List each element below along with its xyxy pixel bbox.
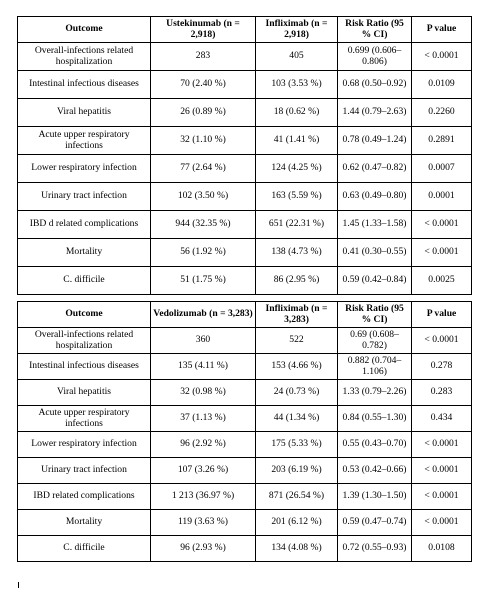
cell-outcome: Urinary tract infection	[18, 458, 151, 484]
cell-treatment-a: 37 (1.13 %)	[151, 406, 256, 432]
cell-outcome: IBD d related complications	[18, 211, 151, 239]
vedolizumab-vs-infliximab-table	[17, 301, 472, 562]
cell-p-value: < 0.0001	[412, 239, 472, 267]
header-p-value: P value	[412, 17, 472, 43]
cell-treatment-b: 138 (4.73 %)	[256, 239, 338, 267]
cell-outcome: Mortality	[18, 239, 151, 267]
cell-treatment-b: 153 (4.66 %)	[256, 354, 338, 380]
table-body	[18, 328, 472, 562]
cell-p-value: < 0.0001	[412, 432, 472, 458]
cell-risk-ratio: 0.55 (0.43–0.70)	[338, 432, 412, 458]
cell-risk-ratio: 1.44 (0.79–2.63)	[338, 99, 412, 127]
cell-treatment-b: 201 (6.12 %)	[256, 510, 338, 536]
cell-risk-ratio: 0.53 (0.42–0.66)	[338, 458, 412, 484]
cell-treatment-b: 871 (26.54 %)	[256, 484, 338, 510]
cell-risk-ratio: 0.41 (0.30–0.55)	[338, 239, 412, 267]
cell-p-value: 0.0025	[412, 267, 472, 295]
cell-outcome: C. difficile	[18, 267, 151, 295]
cell-p-value: < 0.0001	[412, 458, 472, 484]
table-row	[18, 406, 472, 432]
cell-p-value: < 0.0001	[412, 510, 472, 536]
cell-p-value: < 0.0001	[412, 43, 472, 71]
cell-treatment-a: 32 (0.98 %)	[151, 380, 256, 406]
cell-outcome: C. difficile	[18, 536, 151, 562]
cell-p-value: 0.278	[412, 354, 472, 380]
cell-outcome: Acute upper respiratory infections	[18, 406, 151, 432]
cell-treatment-b: 124 (4.25 %)	[256, 155, 338, 183]
cell-treatment-b: 24 (0.73 %)	[256, 380, 338, 406]
table-row	[18, 183, 472, 211]
cell-p-value: 0.0108	[412, 536, 472, 562]
cell-risk-ratio: 0.69 (0.608–0.782)	[338, 328, 412, 354]
cell-outcome: Overall-infections related hospitalization	[18, 328, 151, 354]
cell-treatment-a: 96 (2.92 %)	[151, 432, 256, 458]
cell-treatment-a: 77 (2.64 %)	[151, 155, 256, 183]
cell-treatment-a: 96 (2.93 %)	[151, 536, 256, 562]
cell-treatment-a: 51 (1.75 %)	[151, 267, 256, 295]
table-row	[18, 380, 472, 406]
cell-treatment-a: 283	[151, 43, 256, 71]
text-cursor-mark	[18, 582, 19, 588]
cell-p-value: < 0.0001	[412, 211, 472, 239]
table-header	[18, 302, 472, 328]
header-outcome: Outcome	[18, 302, 151, 328]
cell-treatment-b: 175 (5.33 %)	[256, 432, 338, 458]
cell-treatment-a: 32 (1.10 %)	[151, 127, 256, 155]
table-row	[18, 155, 472, 183]
cell-risk-ratio: 0.78 (0.49–1.24)	[338, 127, 412, 155]
table-row	[18, 99, 472, 127]
header-row	[18, 302, 472, 328]
cell-risk-ratio: 0.59 (0.42–0.84)	[338, 267, 412, 295]
cell-outcome: Urinary tract infection	[18, 183, 151, 211]
cell-treatment-b: 651 (22.31 %)	[256, 211, 338, 239]
header-row	[18, 17, 472, 43]
header-risk-ratio: Risk Ratio (95 % CI)	[338, 302, 412, 328]
cell-outcome: Lower respiratory infection	[18, 155, 151, 183]
ustekinumab-vs-infliximab-table	[17, 16, 472, 295]
cell-risk-ratio: 0.699 (0.606–0.806)	[338, 43, 412, 71]
table-row	[18, 127, 472, 155]
cell-treatment-a: 102 (3.50 %)	[151, 183, 256, 211]
cell-risk-ratio: 0.59 (0.47–0.74)	[338, 510, 412, 536]
cell-p-value: 0.0007	[412, 155, 472, 183]
cell-treatment-b: 18 (0.62 %)	[256, 99, 338, 127]
cell-treatment-a: 1 213 (36.97 %)	[151, 484, 256, 510]
header-risk-ratio: Risk Ratio (95 % CI)	[338, 17, 412, 43]
header-infliximab: Infliximab (n = 2,918)	[256, 17, 338, 43]
table-row	[18, 43, 472, 71]
cell-p-value: 0.0001	[412, 183, 472, 211]
header-outcome: Outcome	[18, 17, 151, 43]
cell-p-value: 0.434	[412, 406, 472, 432]
cell-treatment-b: 163 (5.59 %)	[256, 183, 338, 211]
cell-treatment-a: 56 (1.92 %)	[151, 239, 256, 267]
cell-treatment-a: 360	[151, 328, 256, 354]
cell-p-value: 0.2260	[412, 99, 472, 127]
cell-p-value: 0.283	[412, 380, 472, 406]
header-vedolizumab: Vedolizumab (n = 3,283)	[151, 302, 256, 328]
header-infliximab: Infliximab (n = 3,283)	[256, 302, 338, 328]
cell-risk-ratio: 0.72 (0.55–0.93)	[338, 536, 412, 562]
table-row	[18, 458, 472, 484]
cell-outcome: IBD related complications	[18, 484, 151, 510]
cell-treatment-b: 86 (2.95 %)	[256, 267, 338, 295]
table-row	[18, 354, 472, 380]
cell-treatment-a: 119 (3.63 %)	[151, 510, 256, 536]
cell-outcome: Acute upper respiratory infections	[18, 127, 151, 155]
cell-p-value: < 0.0001	[412, 484, 472, 510]
cell-outcome: Intestinal infectious diseases	[18, 354, 151, 380]
table-row	[18, 328, 472, 354]
cell-risk-ratio: 0.62 (0.47–0.82)	[338, 155, 412, 183]
table-row	[18, 510, 472, 536]
cell-treatment-b: 203 (6.19 %)	[256, 458, 338, 484]
cell-outcome: Overall-infections related hospitalization	[18, 43, 151, 71]
table-row	[18, 239, 472, 267]
cell-treatment-b: 103 (3.53 %)	[256, 71, 338, 99]
cell-risk-ratio: 0.68 (0.50–0.92)	[338, 71, 412, 99]
cell-p-value: 0.0109	[412, 71, 472, 99]
cell-treatment-b: 44 (1.34 %)	[256, 406, 338, 432]
cell-treatment-a: 107 (3.26 %)	[151, 458, 256, 484]
cell-treatment-a: 26 (0.89 %)	[151, 99, 256, 127]
cell-treatment-a: 944 (32.35 %)	[151, 211, 256, 239]
cell-risk-ratio: 0.882 (0.704–1.106)	[338, 354, 412, 380]
cell-outcome: Viral hepatitis	[18, 380, 151, 406]
table-row	[18, 211, 472, 239]
cell-treatment-a: 70 (2.40 %)	[151, 71, 256, 99]
cell-treatment-b: 41 (1.41 %)	[256, 127, 338, 155]
cell-p-value: 0.2891	[412, 127, 472, 155]
cell-p-value: < 0.0001	[412, 328, 472, 354]
cell-risk-ratio: 0.63 (0.49–0.80)	[338, 183, 412, 211]
cell-treatment-a: 135 (4.11 %)	[151, 354, 256, 380]
table-row	[18, 432, 472, 458]
table-body	[18, 43, 472, 295]
cell-outcome: Mortality	[18, 510, 151, 536]
cell-treatment-b: 405	[256, 43, 338, 71]
cell-outcome: Intestinal infectious diseases	[18, 71, 151, 99]
table-row	[18, 71, 472, 99]
cell-risk-ratio: 1.39 (1.30–1.50)	[338, 484, 412, 510]
cell-treatment-b: 522	[256, 328, 338, 354]
table-row	[18, 536, 472, 562]
cell-outcome: Viral hepatitis	[18, 99, 151, 127]
table-header	[18, 17, 472, 43]
cell-risk-ratio: 1.33 (0.79–2.26)	[338, 380, 412, 406]
cell-outcome: Lower respiratory infection	[18, 432, 151, 458]
cell-risk-ratio: 1.45 (1.33–1.58)	[338, 211, 412, 239]
table-row	[18, 484, 472, 510]
cell-risk-ratio: 0.84 (0.55–1.30)	[338, 406, 412, 432]
header-p-value: P value	[412, 302, 472, 328]
cell-treatment-b: 134 (4.08 %)	[256, 536, 338, 562]
header-ustekinumab: Ustekinumab (n = 2,918)	[151, 17, 256, 43]
table-row	[18, 267, 472, 295]
